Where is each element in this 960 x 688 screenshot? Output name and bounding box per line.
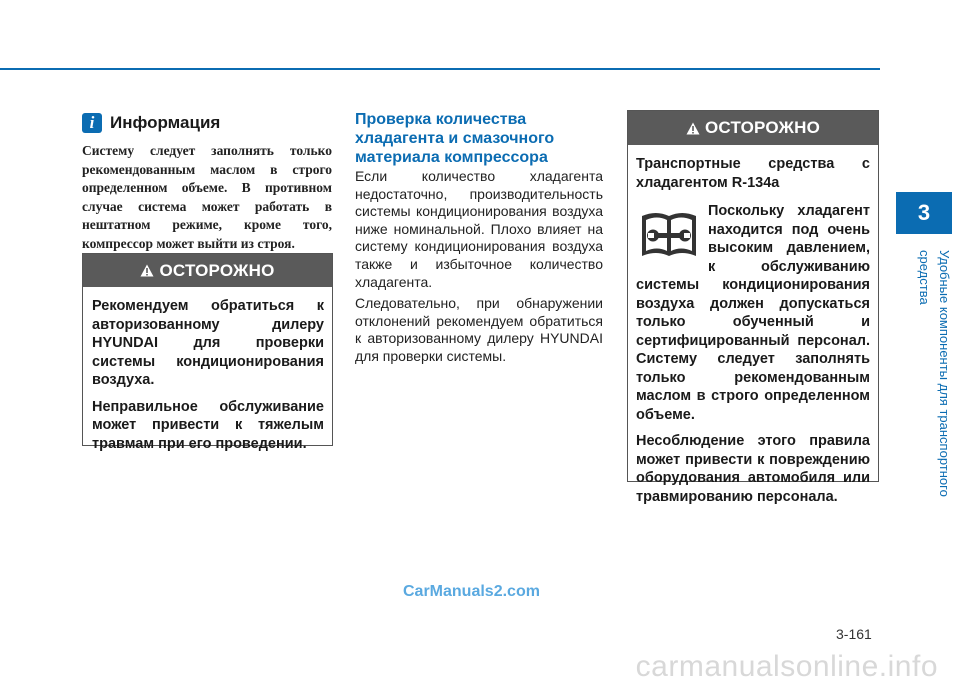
top-rule xyxy=(0,68,880,70)
warning-box-right xyxy=(627,110,879,505)
warning-triangle-icon xyxy=(140,264,154,277)
info-heading xyxy=(82,113,220,133)
warning-triangle-icon xyxy=(686,122,700,135)
footer-watermark: carmanualsonline.info xyxy=(635,650,938,683)
section-heading: Проверка количества хладагента и смазочного материала компрессора xyxy=(355,111,555,166)
warning-header-label: ОСТОРОЖНО xyxy=(704,118,821,137)
info-body: Системy следует заполнять только рекомендованным маслом в строго определенном объеме. В противном случае система может работать в нештатном режиме, кроме того, компрессор может выйти из строя. xyxy=(82,143,332,251)
wrench-book-icon xyxy=(638,206,700,262)
body-paragraph: Если количество хладагента недостаточно, производительность системы кондиционирования воздуха ниже номинальной. Плохо влияет на систему кондиционирования воздуха также и избыточное количество хладагента. xyxy=(355,168,603,290)
warning-paragraph: Рекомендуем обратиться к авторизованному дилеру HYUNDAI для проверки системы кондиционирования воздуха. xyxy=(92,298,324,388)
chapter-caption: Удобные компоненты для транспортного средства xyxy=(917,250,952,497)
info-title: Информация xyxy=(110,113,221,132)
info-icon: i xyxy=(82,113,102,133)
warning-header-label: ОСТОРОЖНО xyxy=(159,260,275,280)
warning-lead: Транспортные средства с хладагентом R-134a xyxy=(636,156,870,191)
warning-paragraph: Неправильное обслуживание может привести к тяжелым травмам при его проведении. xyxy=(92,398,324,452)
section-body xyxy=(355,168,603,370)
page-number: 3-161 xyxy=(836,626,872,642)
warning-text xyxy=(83,287,332,453)
watermark: CarManuals2.com xyxy=(403,583,540,600)
warning-paragraph: Несоблюдение этого правила может привести к повреждению оборудования автомобиля или травмированию персонала. xyxy=(636,433,870,505)
warning-box-left xyxy=(82,253,333,452)
warning-paragraph: Поскольку хладагент находится под очень высоким давлением, к обслуживанию системы кондиционирования воздуха должен допускаться только обученный и сертифицированный персонал. Систему следует заполнять только рекомендованным маслом в строго определенном объеме. xyxy=(636,203,870,423)
body-paragraph: Следовательно, при обнаружении отклонений рекомендуем обратиться к авторизованному дилеру HYUNDAI для проверки системы. xyxy=(355,295,603,364)
warning-header xyxy=(83,254,332,287)
warning-text xyxy=(628,145,878,506)
chapter-number: 3 xyxy=(896,192,952,234)
warning-header xyxy=(628,111,878,145)
